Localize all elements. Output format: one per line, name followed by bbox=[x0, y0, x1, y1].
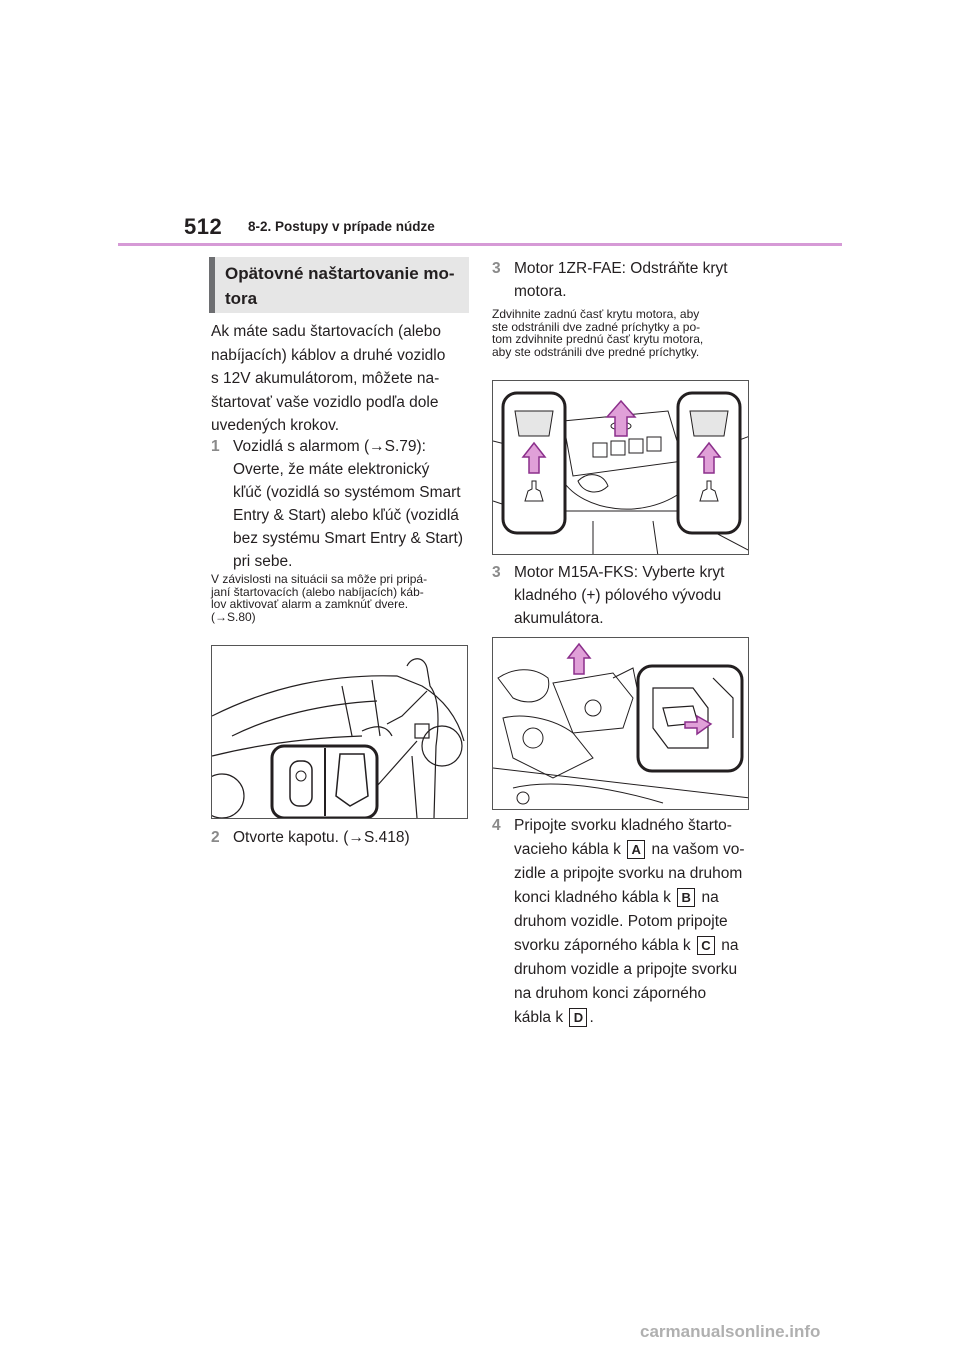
note-line: Zdvihnite zadnú časť krytu motora, aby bbox=[492, 307, 700, 321]
note-line: (→S.80) bbox=[211, 609, 256, 624]
page-number: 512 bbox=[184, 214, 223, 239]
step-line: Motor 1ZR-FAE: Odstráňte kryt bbox=[514, 260, 728, 277]
note-line: lov aktivovať alarm a zamknúť dvere. bbox=[211, 597, 409, 611]
text-fragment: vacieho kábla k bbox=[514, 841, 621, 858]
intro-line: Ak máte sadu štartovacích (alebo bbox=[211, 323, 442, 340]
step-line bbox=[514, 838, 745, 862]
step-2 bbox=[211, 826, 410, 849]
step-line: druhom vozidle a pripojte svorku bbox=[514, 961, 738, 978]
note-line: aby ste odstránili dve predné príchytky. bbox=[492, 344, 700, 359]
label-d: D bbox=[569, 1008, 587, 1027]
note-line: tom zdvihnite prednú časť krytu motora, bbox=[492, 332, 704, 346]
step-1 bbox=[211, 435, 463, 573]
text-fragment: na vašom vo- bbox=[651, 841, 745, 858]
figure-engine-cover bbox=[492, 380, 749, 555]
step-number: 3 bbox=[492, 260, 501, 277]
step-line: kľúč (vozidlá so systémom Smart bbox=[233, 484, 461, 501]
section-title: 8-2. Postupy v prípade núdze bbox=[248, 219, 435, 234]
step-line: na druhom konci záporného bbox=[514, 985, 707, 1002]
step-line: Vozidlá s alarmom (→S.79): bbox=[233, 438, 426, 455]
step-line bbox=[514, 886, 745, 910]
step-number: 3 bbox=[492, 564, 501, 581]
note-engine-cover bbox=[492, 308, 754, 358]
step-number: 4 bbox=[492, 817, 501, 834]
heading-line-2: tora bbox=[225, 289, 258, 308]
text-fragment: kábla k bbox=[514, 1009, 564, 1026]
car-key-illustration bbox=[212, 646, 468, 819]
note-line: ste odstránili dve zadné príchytky a po- bbox=[492, 319, 701, 334]
step-line bbox=[514, 1006, 745, 1030]
step-4 bbox=[492, 814, 745, 1030]
heading-line-1: Opätovné naštartovanie mo- bbox=[225, 264, 455, 283]
step-line: zidle a pripojte svorku na druhom bbox=[514, 865, 743, 882]
text-fragment: konci kladného kábla k bbox=[514, 889, 671, 906]
step-number: 2 bbox=[211, 829, 220, 846]
step-line: bez systému Smart Entry & Start) bbox=[233, 530, 463, 547]
step-number: 1 bbox=[211, 438, 220, 455]
step-text: Otvorte kapotu. (→S.418) bbox=[233, 829, 410, 846]
intro-paragraph bbox=[211, 320, 473, 438]
text-fragment: . bbox=[589, 1009, 594, 1026]
battery-terminal-illustration bbox=[493, 638, 749, 810]
step-line: Entry & Start) alebo kľúč (vozidlá bbox=[233, 507, 459, 524]
step-line: Pripojte svorku kladného štarto- bbox=[514, 817, 732, 834]
note-alarm bbox=[211, 573, 473, 623]
step-line bbox=[514, 934, 745, 958]
header-rule bbox=[118, 243, 842, 246]
label-a: A bbox=[627, 840, 645, 859]
label-b: B bbox=[677, 888, 695, 907]
text-fragment: na bbox=[701, 889, 719, 906]
step-line: Overte, že máte elektronický bbox=[233, 461, 430, 478]
step-line: Motor M15A-FKS: Vyberte kryt bbox=[514, 564, 725, 581]
intro-line: s 12V akumulátorom, môžete na- bbox=[211, 370, 440, 387]
figure-car-key bbox=[211, 645, 468, 819]
step-3-m15a bbox=[492, 561, 724, 630]
watermark[interactable]: carmanualsonline.info bbox=[640, 1322, 821, 1341]
figure-battery-terminal bbox=[492, 637, 749, 810]
text-fragment: na bbox=[721, 937, 739, 954]
step-line: kladného (+) pólového vývodu bbox=[514, 587, 722, 604]
note-line: V závislosti na situácii sa môže pri pripá- bbox=[211, 572, 428, 586]
engine-cover-illustration bbox=[493, 381, 749, 555]
label-c: C bbox=[697, 936, 715, 955]
intro-line: uvedených krokov. bbox=[211, 417, 340, 434]
intro-line: nabíjacích) káblov a druhé vozidlo bbox=[211, 346, 446, 364]
note-line: janí štartovacích (alebo nabíjacích) káb- bbox=[211, 584, 424, 599]
step-line: akumulátora. bbox=[514, 610, 604, 627]
text-fragment: svorku záporného kábla k bbox=[514, 937, 691, 954]
section-heading bbox=[209, 257, 469, 313]
step-3-1zr bbox=[492, 257, 728, 303]
step-text bbox=[514, 561, 724, 630]
step-line: pri sebe. bbox=[233, 553, 293, 570]
intro-line: štartovať vaše vozidlo podľa dole bbox=[211, 393, 439, 411]
step-line: druhom vozidle. Potom pripojte bbox=[514, 913, 728, 930]
step-text bbox=[514, 814, 745, 1030]
step-text bbox=[514, 257, 728, 303]
step-line: motora. bbox=[514, 283, 567, 300]
step-text bbox=[233, 435, 463, 573]
